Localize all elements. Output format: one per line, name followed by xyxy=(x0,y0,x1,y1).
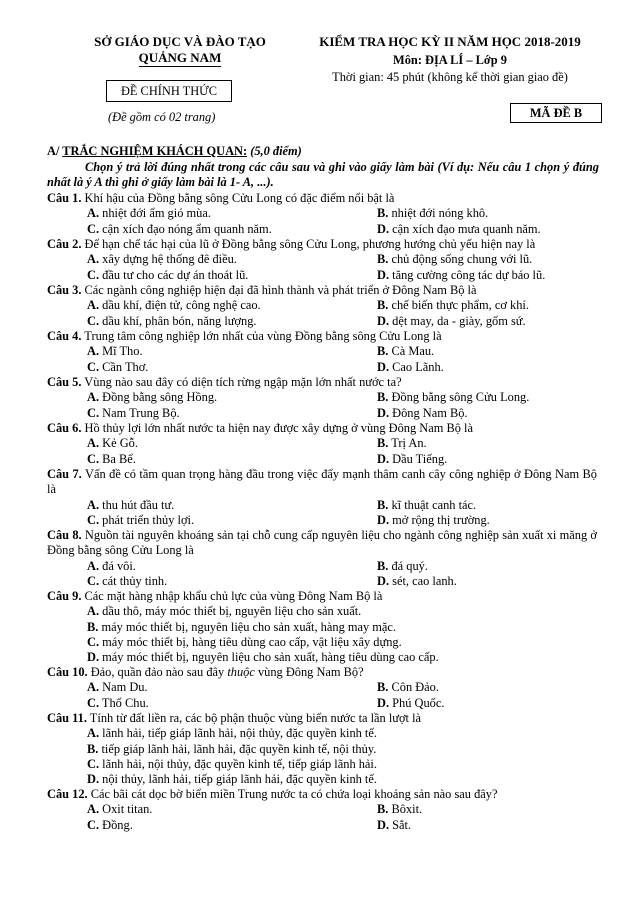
option-letter: B. xyxy=(377,390,389,405)
option-text: Cà Mau. xyxy=(391,344,435,359)
option-text: Đồng. xyxy=(102,817,133,832)
option-d xyxy=(377,696,444,711)
option-letter: B. xyxy=(87,741,99,756)
option-letter: B. xyxy=(377,344,389,359)
option-text: lãnh hải, tiếp giáp lãnh hải, nội thủy, đặc quyền kinh tế. xyxy=(102,726,377,741)
option-text: Bôxit. xyxy=(391,802,423,817)
option-text: Đồng bằng sông Cửu Long. xyxy=(391,390,530,405)
option-text: đá quý. xyxy=(391,558,428,573)
option-letter: D. xyxy=(377,313,390,328)
option-b xyxy=(377,498,476,513)
option-c xyxy=(87,268,248,283)
option-a xyxy=(87,604,361,619)
option-text: tăng cường công tác dự báo lũ. xyxy=(392,267,546,282)
option-letter: D. xyxy=(377,512,390,527)
exam-code xyxy=(510,103,602,123)
option-text: Đông Nam Bộ. xyxy=(392,405,468,420)
option-d xyxy=(377,268,545,283)
option-c xyxy=(87,635,402,650)
option-b xyxy=(87,742,376,757)
question-text: Trung tâm công nghiệp lớn nhất của vùng Đồng bằng sông Cửu Long là xyxy=(81,329,442,343)
option-letter: A. xyxy=(87,604,100,619)
option-c xyxy=(87,222,272,237)
option-a xyxy=(87,802,152,817)
option-text: Ba Bể. xyxy=(102,451,136,466)
option-text: Sắt. xyxy=(392,817,412,832)
option-c xyxy=(87,513,194,528)
question-text: thuộc xyxy=(227,665,255,679)
option-letter: B. xyxy=(377,252,389,267)
question-text: Các mặt hàng nhập khẩu chủ lực của vùng Đông Nam Bộ là xyxy=(81,589,383,603)
section-points: (5,0 điểm) xyxy=(247,144,302,158)
option-text: sét, cao lanh. xyxy=(392,573,457,588)
option-letter: A. xyxy=(87,497,100,512)
option-letter: A. xyxy=(87,558,100,573)
option-letter: D. xyxy=(377,359,390,374)
option-c xyxy=(87,696,149,711)
question-label: Câu 1. xyxy=(47,191,82,205)
option-letter: C. xyxy=(87,451,100,466)
option-text: máy móc thiết bị, nguyên liệu cho sản xuất, hàng tiêu dùng cao cấp. xyxy=(102,650,439,665)
option-letter: C. xyxy=(87,817,100,832)
option-letter: A. xyxy=(87,206,100,221)
org-line2: QUẢNG NAM xyxy=(138,50,222,65)
option-letter: C. xyxy=(87,313,100,328)
option-letter: A. xyxy=(87,680,100,695)
option-text: nhiệt đới ẩm gió mùa. xyxy=(102,206,211,221)
question-1 xyxy=(47,191,597,206)
option-letter: D. xyxy=(377,451,390,466)
question-2 xyxy=(47,237,597,252)
option-letter: C. xyxy=(87,512,100,527)
option-a xyxy=(87,252,237,267)
question-text: Hồ thủy lợi lớn nhất nước ta hiện nay được xây dựng ở vùng Đông Nam Bộ là xyxy=(81,421,473,435)
option-text: dệt may, da - giày, gốm sứ. xyxy=(392,313,526,328)
option-letter: C. xyxy=(87,267,100,282)
question-10 xyxy=(47,665,597,680)
option-text: Nam Trung Bộ. xyxy=(102,405,180,420)
option-text: Phú Quốc. xyxy=(392,695,445,710)
option-letter: C. xyxy=(87,359,100,374)
option-letter: C. xyxy=(87,221,100,236)
option-text: đầu tư cho các dự án thoát lũ. xyxy=(102,267,249,282)
option-b xyxy=(377,680,439,695)
option-letter: D. xyxy=(87,772,100,787)
option-text: nhiệt đới nóng khô. xyxy=(391,206,489,221)
question-5 xyxy=(47,375,597,390)
option-letter: B. xyxy=(377,802,389,817)
question-text: vùng Đông Nam Bộ? xyxy=(254,665,364,679)
option-a xyxy=(87,726,377,741)
question-4 xyxy=(47,329,597,344)
option-text: thu hút đầu tư. xyxy=(102,497,175,512)
option-text: Cao Lãnh. xyxy=(392,359,444,374)
option-letter: D. xyxy=(377,695,390,710)
option-text: dầu khí, phân bón, năng lượng. xyxy=(102,313,257,328)
option-text: cận xích đạo nóng ẩm quanh năm. xyxy=(102,221,272,236)
option-text: Cần Thơ. xyxy=(102,359,149,374)
option-a xyxy=(87,680,148,695)
official-label: ĐỀ CHÍNH THỨC xyxy=(120,84,218,98)
option-text: chủ động sống chung với lũ. xyxy=(391,252,533,267)
option-letter: B. xyxy=(377,436,389,451)
org-line1: SỞ GIÁO DỤC VÀ ĐÀO TẠO xyxy=(94,34,266,49)
option-b xyxy=(377,436,427,451)
option-text: máy móc thiết bị, nguyên liệu cho sản xuất, hàng may mặc. xyxy=(101,619,397,634)
option-text: cận xích đạo mưa quanh năm. xyxy=(392,221,541,236)
option-letter: B. xyxy=(377,497,389,512)
option-letter: A. xyxy=(87,802,100,817)
option-text: Côn Đảo. xyxy=(391,680,439,695)
option-d xyxy=(377,574,457,589)
option-b xyxy=(87,620,396,635)
question-label: Câu 3. xyxy=(47,283,82,297)
option-letter: D. xyxy=(377,405,390,420)
question-6 xyxy=(47,421,597,436)
option-text: phát triển thủy lợi. xyxy=(102,512,195,527)
option-text: Kẻ Gỗ. xyxy=(102,436,138,451)
exam-time: Thời gian: 45 phút (không kể thời gian giao đề) xyxy=(332,70,568,84)
official-badge xyxy=(106,80,232,102)
question-3 xyxy=(47,283,597,298)
question-label: Câu 10. xyxy=(47,665,88,679)
subject: Môn: ĐỊA LÍ – Lớp 9 xyxy=(393,53,507,67)
question-text: Vấn đề có tầm quan trọng hàng đầu trong việc đẩy mạnh thâm canh cây công nghiệp ở Đông Nam Bộ là xyxy=(47,467,597,496)
option-text: cát thủy tinh. xyxy=(102,573,168,588)
option-text: lãnh hải, nội thủy, đặc quyền kinh tế, tiếp giáp lãnh hải. xyxy=(102,756,377,771)
option-b xyxy=(377,298,529,313)
option-c xyxy=(87,314,257,329)
pages-note: (Đề gồm có 02 trang) xyxy=(108,110,216,124)
option-text: nội thủy, lãnh hải, tiếp giáp lãnh hải, đặc quyền kinh tế. xyxy=(102,772,377,787)
option-b xyxy=(377,206,488,221)
option-b xyxy=(377,344,434,359)
question-label: Câu 5. xyxy=(47,375,82,389)
option-text: xây dựng hệ thống đê điều. xyxy=(102,252,237,267)
option-letter: B. xyxy=(377,680,389,695)
option-text: Mĩ Tho. xyxy=(102,344,143,359)
option-d xyxy=(87,650,439,665)
option-letter: C. xyxy=(87,634,100,649)
option-text: Thổ Chu. xyxy=(101,695,149,710)
option-letter: B. xyxy=(377,298,389,313)
option-d xyxy=(377,818,411,833)
option-c xyxy=(87,360,148,375)
option-text: kĩ thuật canh tác. xyxy=(391,497,477,512)
option-letter: D. xyxy=(87,650,100,665)
question-7 xyxy=(47,467,597,497)
option-a xyxy=(87,206,211,221)
section-instruction: Chọn ý trả lời đúng nhất trong các câu sau và ghi vào giấy làm bài (Ví dụ: Nếu câu 1 chọn ý đúng nhất là ý A thì ghi ở giấy làm bài là 1- A, ...). xyxy=(47,160,599,189)
option-c xyxy=(87,757,377,772)
option-text: đá vôi. xyxy=(102,558,136,573)
option-letter: C. xyxy=(87,695,100,710)
question-label: Câu 12. xyxy=(47,787,88,801)
question-label: Câu 6. xyxy=(47,421,82,435)
option-letter: B. xyxy=(377,206,389,221)
option-letter: C. xyxy=(87,573,100,588)
question-label: Câu 9. xyxy=(47,589,82,603)
question-label: Câu 2. xyxy=(47,237,82,251)
option-d xyxy=(377,452,447,467)
option-text: Đồng bằng sông Hồng. xyxy=(102,390,218,405)
option-d xyxy=(377,513,490,528)
option-text: Oxit titan. xyxy=(102,802,153,817)
option-c xyxy=(87,452,136,467)
option-letter: A. xyxy=(87,252,100,267)
exam-title: KIỂM TRA HỌC KỲ II NĂM HỌC 2018-2019 xyxy=(319,34,581,49)
option-letter: D. xyxy=(377,221,390,236)
option-c xyxy=(87,818,133,833)
option-a xyxy=(87,298,261,313)
option-c xyxy=(87,574,167,589)
option-letter: D. xyxy=(377,267,390,282)
question-text: Nguồn tài nguyên khoáng sản tại chỗ cung cấp nguyên liệu cho ngành công nghiệp sản xuất xi măng ở Đồng bằng sông Cửu Long là xyxy=(47,528,597,557)
option-b xyxy=(377,802,422,817)
question-label: Câu 4. xyxy=(47,329,82,343)
option-b xyxy=(377,390,529,405)
option-text: Trị An. xyxy=(391,436,427,451)
question-8 xyxy=(47,528,597,558)
option-a xyxy=(87,390,217,405)
option-a xyxy=(87,344,143,359)
section-prefix: A/ xyxy=(47,144,63,158)
option-text: máy móc thiết bị, hàng tiêu dùng cao cấp, vật liệu xây dựng. xyxy=(102,634,402,649)
question-12 xyxy=(47,787,597,802)
option-letter: A. xyxy=(87,344,100,359)
option-b xyxy=(377,252,532,267)
option-a xyxy=(87,498,174,513)
question-text: Khí hậu của Đồng bằng sông Cửu Long có đặc điểm nổi bật là xyxy=(81,191,395,205)
section-title: TRẮC NGHIỆM KHÁCH QUAN: xyxy=(62,144,248,158)
question-label: Câu 11. xyxy=(47,711,87,725)
option-d xyxy=(377,406,468,421)
org-name xyxy=(70,34,290,67)
option-letter: A. xyxy=(87,390,100,405)
option-text: dầu khí, điện tử, công nghệ cao. xyxy=(102,298,261,313)
option-letter: A. xyxy=(87,298,100,313)
option-text: dầu thô, máy móc thiết bị, nguyên liệu cho sản xuất. xyxy=(102,604,362,619)
option-letter: C. xyxy=(87,405,100,420)
option-text: Dầu Tiếng. xyxy=(392,451,448,466)
option-d xyxy=(87,772,377,787)
question-label: Câu 8. xyxy=(47,528,82,542)
question-text: Để hạn chế tác hại của lũ ở Đồng bằng sông Cửu Long, phương hướng chủ yếu hiện nay là xyxy=(81,237,536,251)
option-letter: C. xyxy=(87,756,100,771)
option-text: mở rộng thị trường. xyxy=(392,512,490,527)
option-letter: A. xyxy=(87,726,100,741)
question-text: Vùng nào sau đây có diện tích rừng ngập mặn lớn nhất nước ta? xyxy=(81,375,402,389)
option-c xyxy=(87,406,180,421)
option-letter: B. xyxy=(377,558,389,573)
option-a xyxy=(87,436,138,451)
question-9 xyxy=(47,589,597,604)
question-text: Các bãi cát dọc bờ biển miền Trung nước ta có chứa loại khoáng sản nào sau đây? xyxy=(87,787,498,801)
option-letter: B. xyxy=(87,619,99,634)
option-d xyxy=(377,360,444,375)
option-letter: D. xyxy=(377,573,390,588)
option-a xyxy=(87,559,136,574)
option-b xyxy=(377,559,428,574)
question-text: Tính từ đất liền ra, các bộ phận thuộc vùng biển nước ta lần lượt là xyxy=(86,711,422,725)
question-text: Đảo, quần đảo nào sau đây xyxy=(87,665,228,679)
option-text: Nam Du. xyxy=(102,680,148,695)
option-letter: D. xyxy=(377,817,390,832)
exam-code-label: MÃ ĐỀ B xyxy=(529,106,583,120)
question-11 xyxy=(47,711,597,726)
option-letter: A. xyxy=(87,436,100,451)
option-text: tiếp giáp lãnh hải, lãnh hải, đặc quyền kinh tế, nội thủy. xyxy=(101,741,377,756)
option-d xyxy=(377,222,541,237)
option-d xyxy=(377,314,526,329)
question-text: Các ngành công nghiệp hiện đại đã hình thành và phát triển ở Đông Nam Bộ là xyxy=(81,283,477,297)
question-label: Câu 7. xyxy=(47,467,82,481)
section-heading xyxy=(47,144,302,159)
option-text: chế biến thực phẩm, cơ khí. xyxy=(391,298,529,313)
